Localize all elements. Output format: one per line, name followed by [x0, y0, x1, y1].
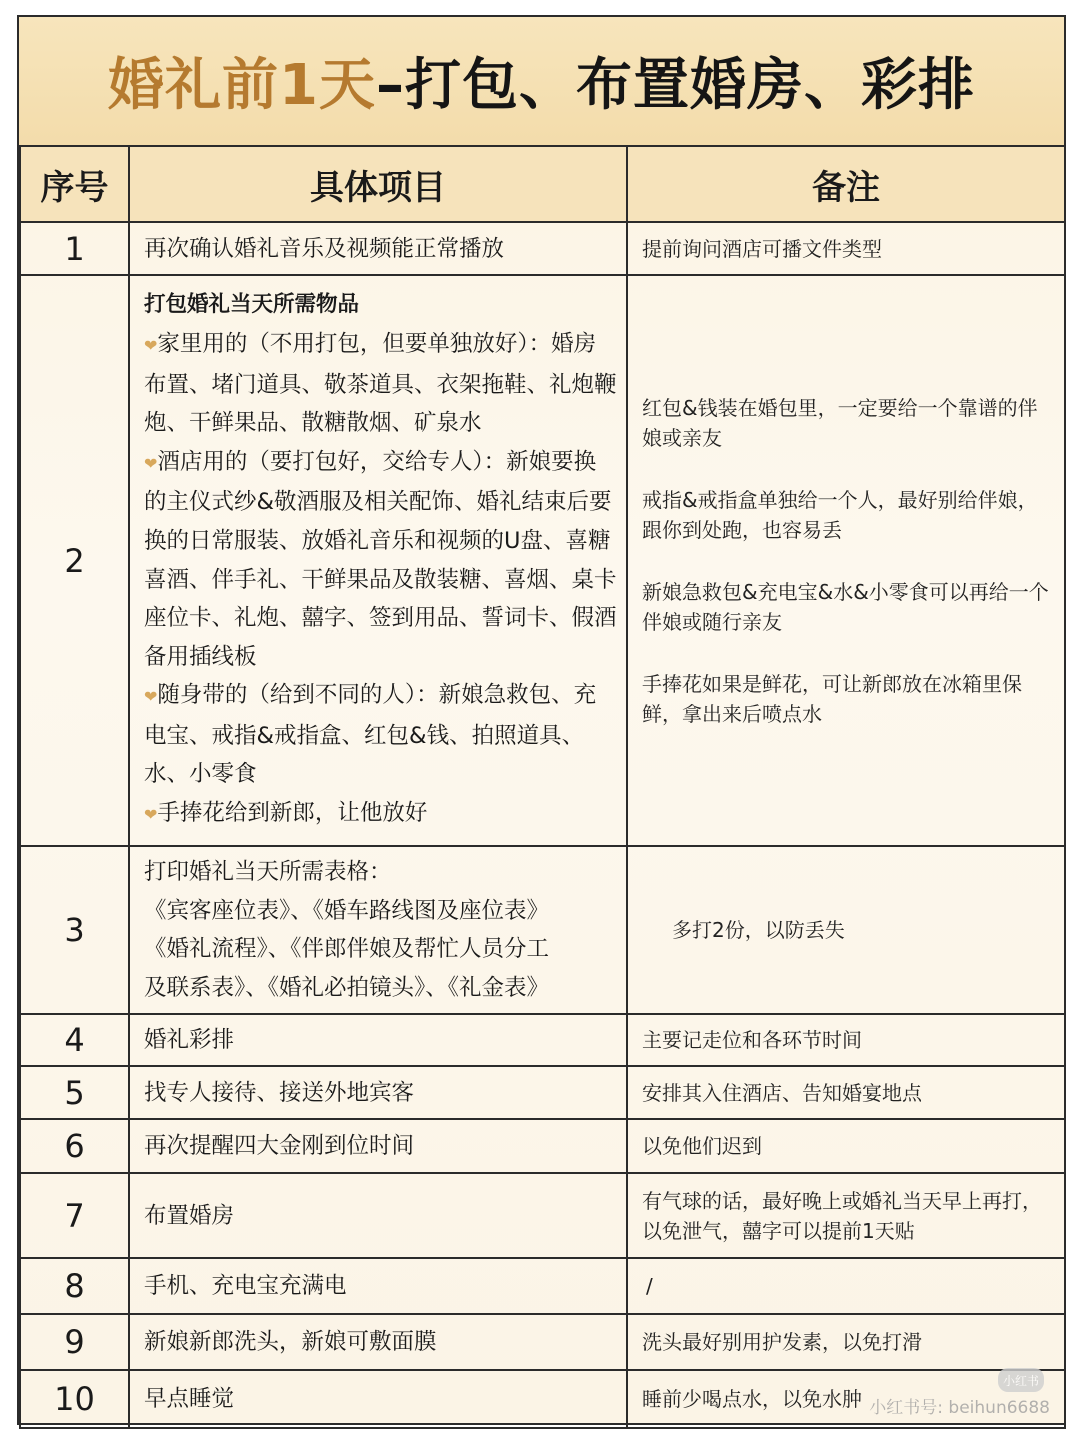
table-row — [20, 1258, 1065, 1314]
row-note: 有气球的话，最好晚上或婚礼当天早上再打，以免泄气，囍字可以提前1天贴 — [627, 1173, 1065, 1258]
table-row — [20, 1173, 1065, 1258]
row-note — [627, 275, 1065, 846]
table-row — [20, 1314, 1065, 1370]
row-item: 布置婚房 — [129, 1173, 627, 1258]
note-paragraph: 手捧花如果是鲜花，可让新郎放在冰箱里保鲜，拿出来后喷点水 — [642, 671, 1022, 726]
row-item — [129, 275, 627, 846]
header-note: 备注 — [627, 146, 1065, 222]
row-num: 6 — [20, 1119, 129, 1173]
packing-heading: 打包婚礼当天所需物品 — [144, 292, 360, 318]
row-num: 1 — [20, 222, 129, 275]
heart-icon: ❤ — [144, 335, 158, 355]
row-note: 主要记走位和各环节时间 — [627, 1014, 1065, 1066]
packing-bouquet: ❤手捧花给到新郎，让他放好 — [144, 800, 428, 827]
row-item: 新娘新郎洗头，新娘可敷面膜 — [129, 1314, 627, 1370]
heart-icon: ❤ — [144, 687, 158, 707]
print-line: 打印婚礼当天所需表格： — [144, 859, 392, 885]
title-band — [19, 17, 1064, 147]
title-tasks: –打包、布置婚房、彩排 — [375, 53, 975, 118]
table-row — [20, 222, 1065, 275]
row-num: 8 — [20, 1258, 129, 1314]
row-num: 9 — [20, 1314, 129, 1370]
table-row — [20, 1119, 1065, 1173]
row-note: 睡前少喝点水，以免水肿 — [627, 1370, 1065, 1428]
table-row — [20, 846, 1065, 1014]
row-item: 再次提醒四大金刚到位时间 — [129, 1119, 627, 1173]
title-day: 婚礼前1天 — [108, 53, 376, 118]
packing-hotel: ❤酒店用的（要打包好，交给专人）：新娘要换的主仪式纱&敬酒服及相关配饰、婚礼结束后要换的日常服装、放婚礼音乐和视频的U盘、喜糖喜酒、伴手礼、干鲜果品及散装糖、喜烟、桌卡座位卡、礼炮、囍字、签到用品、誓词卡、假酒备用插线板 — [144, 448, 617, 670]
print-line: 及联系表》、《婚礼必拍镜头》、《礼金表》 — [144, 974, 550, 1001]
schedule-sheet — [17, 15, 1066, 1425]
row-num: 10 — [20, 1370, 129, 1428]
print-list — [144, 853, 618, 1007]
watermark-logo: 小红书 — [998, 1368, 1044, 1392]
row-num: 2 — [20, 275, 129, 846]
row-num: 3 — [20, 846, 129, 1014]
packing-list — [144, 286, 618, 834]
row-item: 找专人接待、接送外地宾客 — [129, 1066, 627, 1119]
row-note: 提前询问酒店可播文件类型 — [627, 222, 1065, 275]
heart-icon: ❤ — [144, 453, 158, 473]
note-paragraph: 红包&钱装在婚包里，一定要给一个靠谱的伴娘或亲友 — [642, 395, 1038, 450]
row-item: 婚礼彩排 — [129, 1014, 627, 1066]
row-note: / — [627, 1258, 1065, 1314]
row-note: 多打2份，以防丢失 — [627, 846, 1065, 1014]
row-item: 再次确认婚礼音乐及视频能正常播放 — [129, 222, 627, 275]
row-item: 早点睡觉 — [129, 1370, 627, 1428]
row-num: 5 — [20, 1066, 129, 1119]
row-item: 手机、充电宝充满电 — [129, 1258, 627, 1314]
packing-home: ❤家里用的（不用打包，但要单独放好）：婚房布置、堵门道具、敬茶道具、衣架拖鞋、礼炮鞭炮、干鲜果品、散糖散烟、矿泉水 — [144, 330, 617, 437]
header-num: 序号 — [20, 146, 129, 222]
table-header-row — [20, 146, 1065, 222]
watermark-text: 小红书号: beihun6688 — [869, 1398, 1050, 1418]
table-row — [20, 1066, 1065, 1119]
schedule-table — [19, 145, 1066, 1429]
row-num: 7 — [20, 1173, 129, 1258]
print-line: 《宾客座位表》、《婚车路线图及座位表》 — [144, 897, 550, 924]
row-item — [129, 846, 627, 1014]
row-note: 安排其入住酒店、告知婚宴地点 — [627, 1066, 1065, 1119]
table-row — [20, 1014, 1065, 1066]
print-line: 《婚礼流程》、《伴郎伴娘及帮忙人员分工 — [144, 936, 550, 962]
packing-carry: ❤随身带的（给到不同的人）：新娘急救包、充电宝、戒指&戒指盒、红包&钱、拍照道具、水、小零食 — [144, 682, 597, 788]
row-note: 以免他们迟到 — [627, 1119, 1065, 1173]
header-item: 具体项目 — [129, 146, 627, 222]
table-row — [20, 275, 1065, 846]
row-num: 4 — [20, 1014, 129, 1066]
row-note: 洗头最好别用护发素，以免打滑 — [627, 1314, 1065, 1370]
note-paragraph: 戒指&戒指盒单独给一个人，最好别给伴娘，跟你到处跑，也容易丢 — [642, 487, 1038, 542]
note-paragraph: 新娘急救包&充电宝&水&小零食可以再给一个伴娘或随行亲友 — [642, 579, 1049, 634]
heart-icon: ❤ — [144, 805, 158, 825]
page-title — [108, 41, 975, 121]
